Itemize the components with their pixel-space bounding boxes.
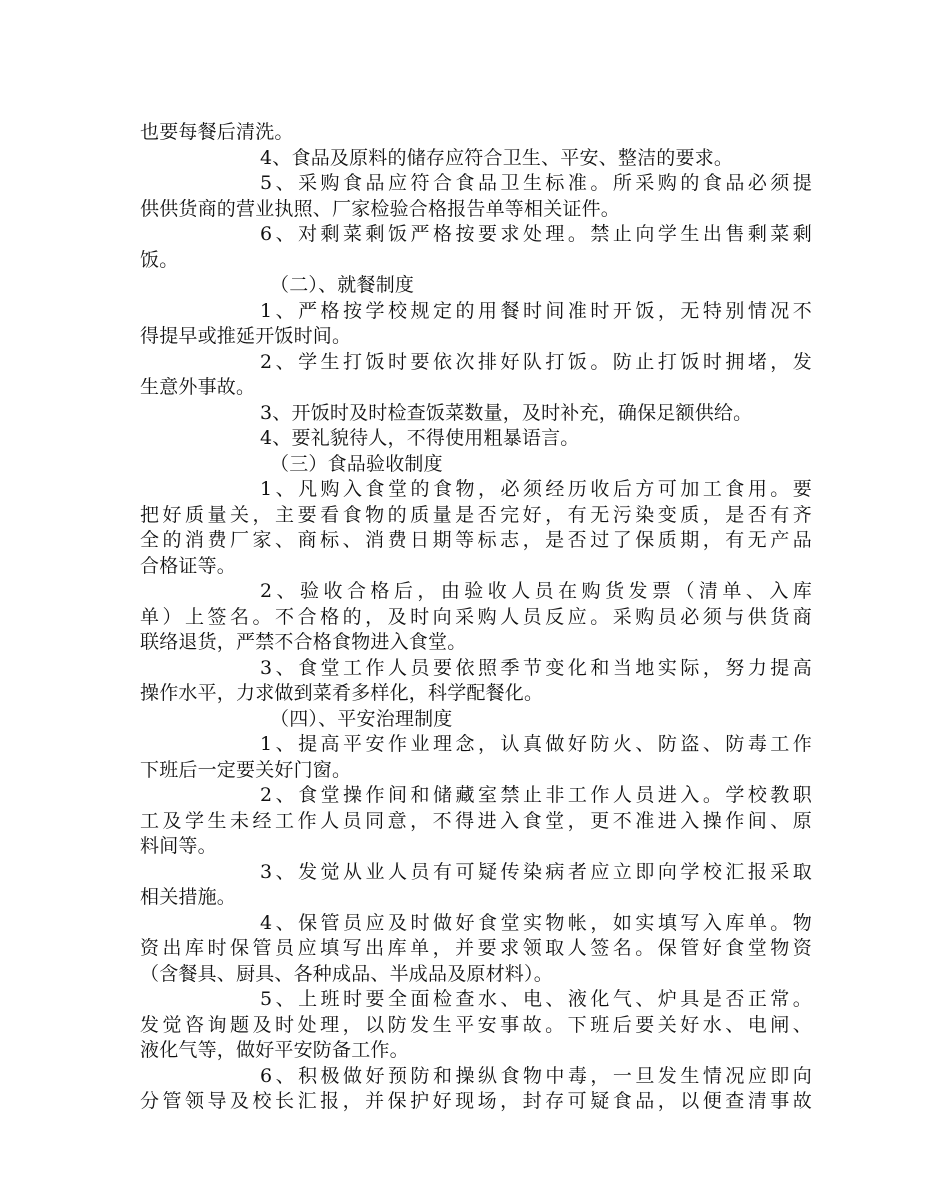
paragraph-line: 4、要礼貌待人，不得使用粗暴语言。	[260, 427, 580, 449]
paragraph-line: 2、食堂操作间和储藏室禁止非工作人员进入。学校教职	[260, 784, 812, 806]
paragraph-line: 1、严格按学校规定的用餐时间准时开饭，无特别情况不	[260, 299, 812, 322]
paragraph-line: 饭。	[140, 248, 179, 271]
paragraph-line: 相关措施。	[140, 886, 237, 908]
section-heading: （二）、就餐制度	[270, 274, 415, 296]
paragraph-line: 联络退货，严禁不合格食物进入食堂。	[140, 631, 467, 653]
paragraph-line: 工及学生未经工作人员同意，不得进入食堂，更不准进入操作间、原	[140, 809, 812, 832]
section-heading: （四）、平安治理制度	[270, 707, 453, 730]
paragraph-line: 6、积极做好预防和操纵食物中毒，一旦发生情况应即向	[260, 1064, 812, 1087]
paragraph-line: 全的消费厂家、商标、消费日期等标志，是否过了保质期，有无产品	[140, 529, 812, 551]
paragraph-line: 3、食堂工作人员要依照季节变化和当地实际，努力提高	[260, 656, 812, 679]
paragraph-line: 4、食品及原料的储存应符合卫生、平安、整洁的要求。	[260, 146, 734, 169]
paragraph-line: 操作水平，力求做到菜肴多样化，科学配餐化。	[140, 682, 544, 704]
paragraph-line: 也要每餐后清洗。	[140, 121, 294, 143]
paragraph-line: 5、采购食品应符合食品卫生标准。所采购的食品必须提	[260, 172, 812, 194]
paragraph-line: 1、提高平安作业理念，认真做好防火、防盗、防毒工作	[260, 733, 812, 755]
paragraph-line: 下班后一定要关好门窗。	[140, 758, 352, 781]
paragraph-line: 生意外事故。	[140, 376, 256, 398]
paragraph-line: 单）上签名。不合格的，及时向采购人员反应。采购员必须与供货商	[140, 605, 812, 628]
paragraph-line: 料间等。	[140, 835, 217, 857]
paragraph-line: 合格证等。	[140, 554, 237, 577]
section-heading: （三）食品验收制度	[270, 452, 443, 475]
paragraph-line: 得提早或推延开饭时间。	[140, 325, 352, 347]
paragraph-line: 把好质量关，主要看食物的质量是否完好，有无污染变质，是否有齐	[140, 503, 812, 526]
paragraph-line: 1、凡购入食堂的食物，必须经历收后方可加工食用。要	[260, 478, 812, 500]
paragraph-line: 2、验收合格后，由验收人员在购货发票（清单、入库	[260, 580, 812, 602]
paragraph-line: 资出库时保管员应填写出库单，并要求领取人签名。保管好食堂物资	[140, 937, 812, 959]
paragraph-line: 4、保管员应及时做好食堂实物帐，如实填写入库单。物	[260, 911, 812, 934]
document-body	[140, 120, 812, 1115]
paragraph-line: 5、上班时要全面检查水、电、液化气、炉具是否正常。	[260, 988, 812, 1010]
paragraph-line: 3、发觉从业人员有可疑传染病者应立即向学校汇报采取	[260, 860, 812, 883]
paragraph-line: 液化气等，做好平安防备工作。	[140, 1039, 409, 1061]
paragraph-line: 2、学生打饭时要依次排好队打饭。防止打饭时拥堵，发	[260, 350, 812, 373]
paragraph-line: 供供货商的营业执照、厂家检验合格报告单等相关证件。	[140, 197, 621, 220]
paragraph-line: 分管领导及校长汇报，并保护好现场，封存可疑食品，以便查清事故	[140, 1090, 812, 1112]
paragraph-line: 发觉咨询题及时处理，以防发生平安事故。下班后要关好水、电闸、	[140, 1013, 812, 1036]
paragraph-line: 6、对剩菜剩饭严格按要求处理。禁止向学生出售剩菜剩	[260, 223, 812, 245]
paragraph-line: 3、开饭时及时检查饭菜数量，及时补充，确保足额供给。	[260, 401, 753, 424]
paragraph-line: （含餐具、厨具、各种成品、半成品及原材料）。	[140, 962, 553, 985]
